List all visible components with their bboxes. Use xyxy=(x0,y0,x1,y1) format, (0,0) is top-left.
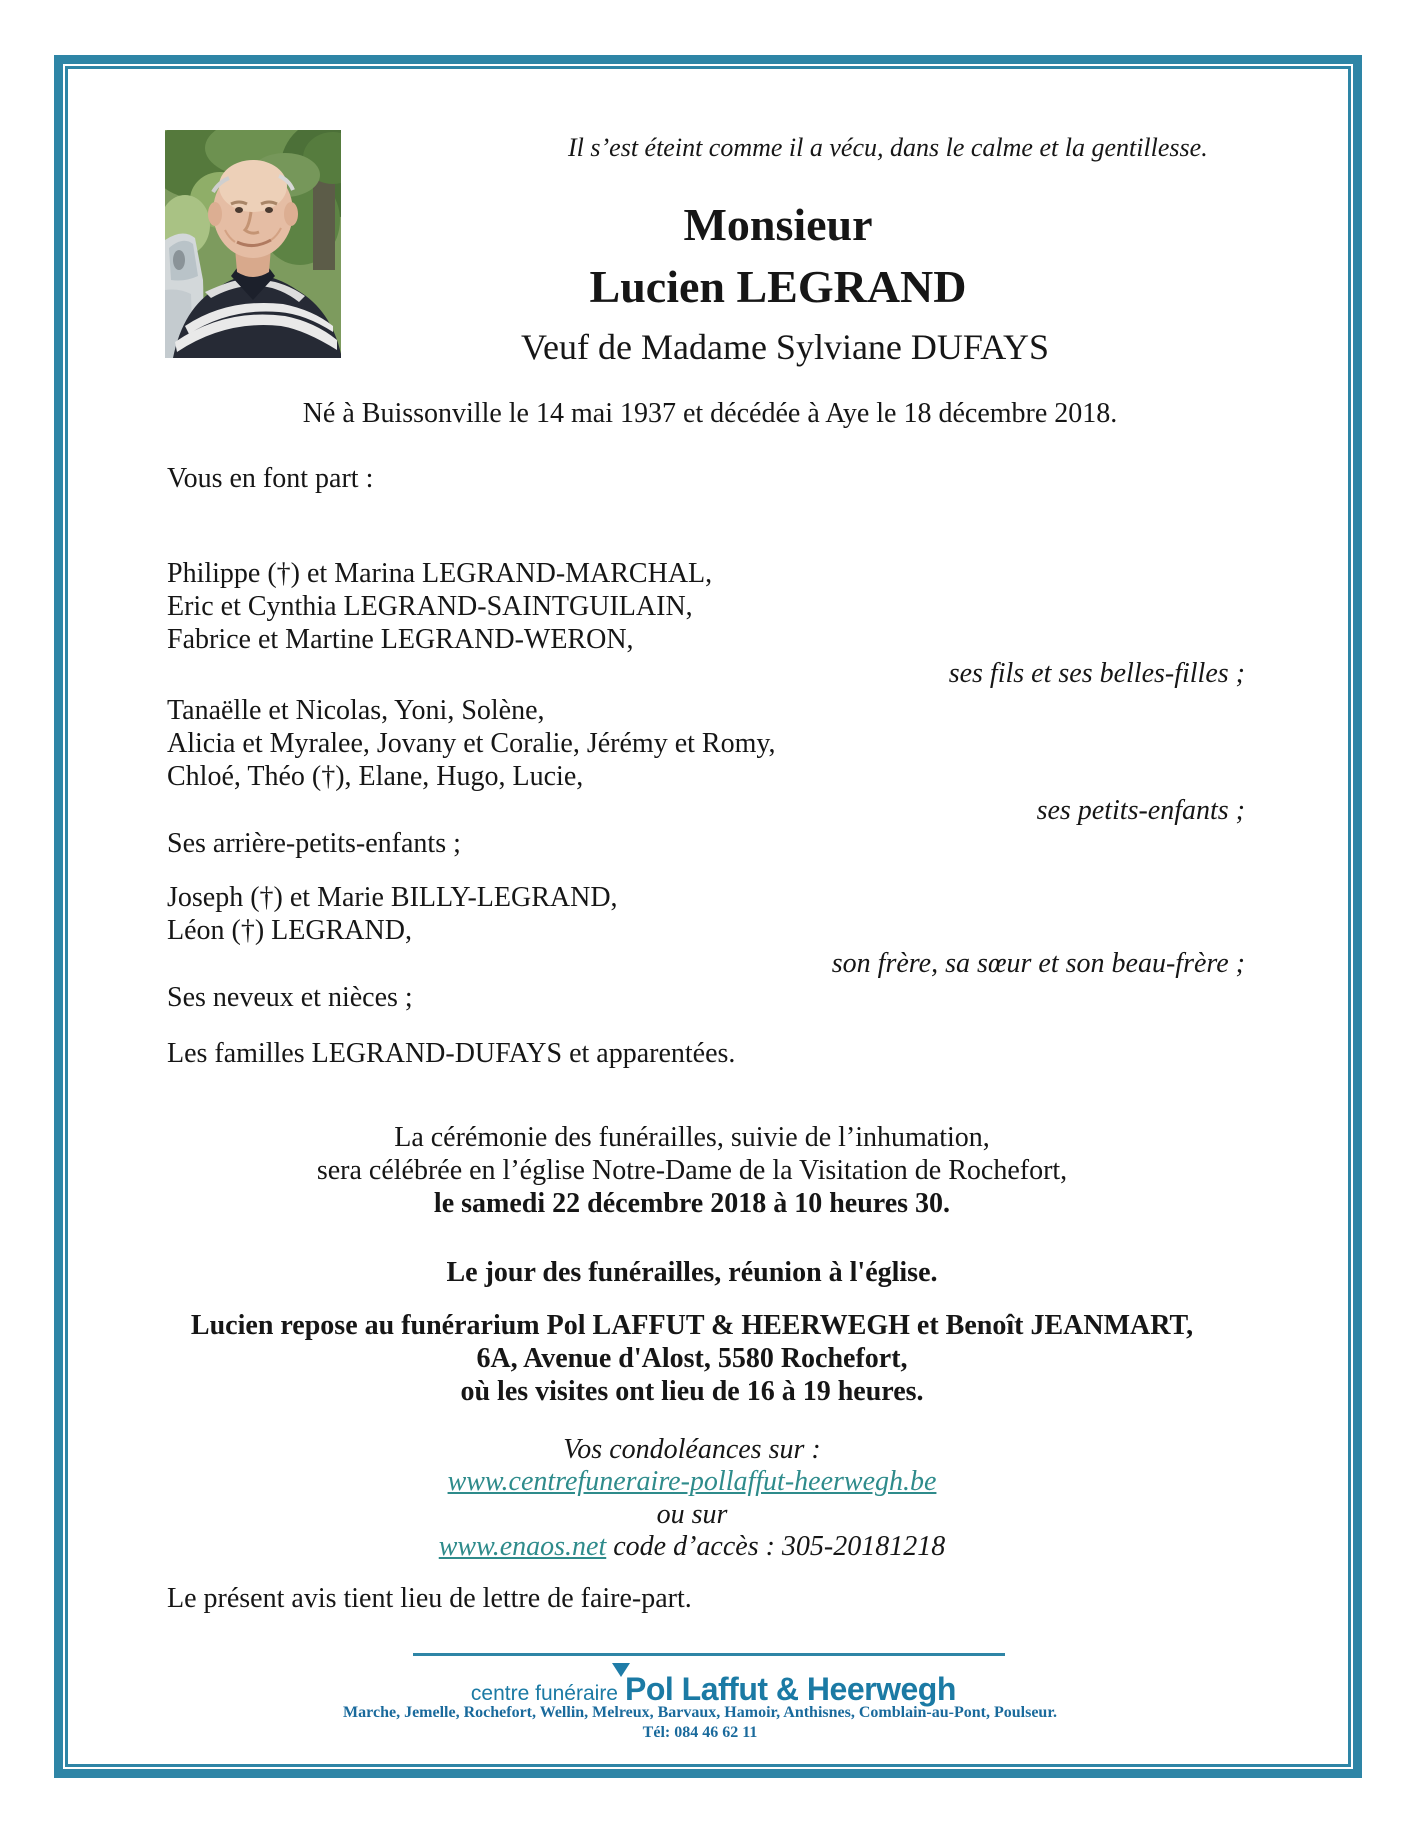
access-code-text: code d’accès : 305-20181218 xyxy=(613,1531,946,1562)
grandchildren-line-1: Tanaëlle et Nicolas, Yoni, Solène, xyxy=(167,695,545,726)
siblings-line-2: Léon (†) LEGRAND, xyxy=(167,915,412,946)
intro-line: Vous en font part : xyxy=(167,463,374,494)
ceremony-date-line: le samedi 22 décembre 2018 à 10 heures 30. xyxy=(433,1188,951,1219)
opening-quote: Il s’est éteint comme il a vécu, dans le calme et la gentillesse. xyxy=(568,133,1208,162)
or-text: ou sur xyxy=(656,1499,728,1530)
birth-death-line: Né à Buissonville le 14 mai 1937 et décédée à Aye le 18 décembre 2018. xyxy=(302,398,1118,429)
grandchildren-line-2: Alicia et Myralee, Jovany et Coralie, Jérémy et Romy, xyxy=(167,728,776,759)
ceremony-line-2: sera célébrée en l’église Notre-Dame de la Visitation de Rochefort, xyxy=(316,1155,1068,1186)
children-caption: ses fils et ses belles-filles ; xyxy=(948,658,1245,689)
brand-phone: Tél: 084 46 62 11 xyxy=(642,1724,758,1741)
brand-locations: Marche, Jemelle, Rochefort, Wellin, Melreux, Barvaux, Hamoir, Anthisnes, Comblain-au-Pont, Poulseur. xyxy=(343,1704,1057,1721)
widower-subtitle: Veuf de Madame Sylviane DUFAYS xyxy=(521,327,1049,367)
siblings-caption: son frère, sa sœur et son beau-frère ; xyxy=(831,948,1245,979)
notice-line: Le présent avis tient lieu de lettre de faire-part. xyxy=(167,1583,692,1614)
nephews-line: Ses neveux et nièces ; xyxy=(167,982,413,1013)
title-monsieur: Monsieur xyxy=(683,199,873,250)
repose-line-3: où les visites ont lieu de 16 à 19 heures. xyxy=(460,1376,924,1407)
brand-name-text: Pol Laffut & Heerwegh xyxy=(625,1671,956,1707)
children-line-3: Fabrice et Martine LEGRAND-WERON, xyxy=(167,624,634,655)
families-line: Les familles LEGRAND-DUFAYS et apparentées. xyxy=(167,1038,736,1069)
children-line-2: Eric et Cynthia LEGRAND-SAINTGUILAIN, xyxy=(167,591,693,622)
condolences-intro: Vos condoléances sur : xyxy=(563,1434,821,1465)
siblings-line-1: Joseph (†) et Marie BILLY-LEGRAND, xyxy=(167,882,618,913)
condolences-link-enaos[interactable]: www.enaos.net xyxy=(438,1531,607,1562)
brand-small-text: centre funéraire xyxy=(470,1682,618,1705)
ceremony-line-1: La cérémonie des funérailles, suivie de l’inhumation, xyxy=(394,1122,990,1153)
deceased-name: Lucien LEGRAND xyxy=(589,261,967,312)
repose-line-1: Lucien repose au funérarium Pol LAFFUT & HEERWEGH et Benoît JEANMART, xyxy=(190,1310,1194,1341)
grandchildren-line-3: Chloé, Théo (†), Elane, Hugo, Lucie, xyxy=(167,761,584,792)
repose-line-2: 6A, Avenue d'Alost, 5580 Rochefort, xyxy=(476,1343,908,1374)
condolences-link-centrefuneraire[interactable]: www.centrefuneraire-pollaffut-heerwegh.be xyxy=(447,1466,937,1497)
footer-divider xyxy=(413,1653,1005,1656)
great-grandchildren-line: Ses arrière-petits-enfants ; xyxy=(167,828,461,859)
grandchildren-caption: ses petits-enfants ; xyxy=(1036,795,1245,826)
meeting-line: Le jour des funérailles, réunion à l'église. xyxy=(446,1257,938,1288)
children-line-1: Philippe (†) et Marina LEGRAND-MARCHAL, xyxy=(167,558,713,589)
portrait-photo xyxy=(165,130,341,358)
